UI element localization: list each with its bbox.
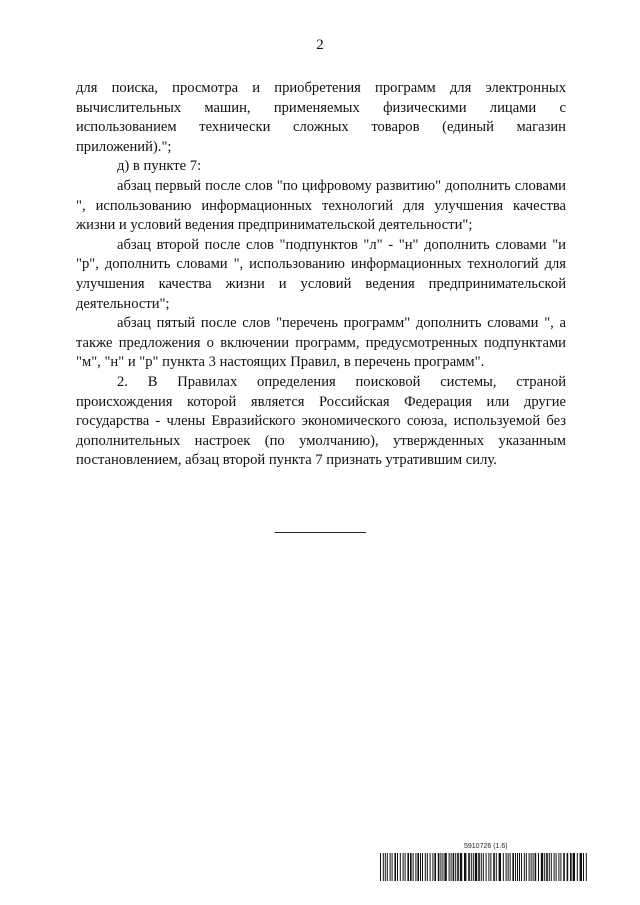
paragraph-1: для поиска, просмотра и приобретения программ для электронных вычислительных машин, применяемых физическими лицами с использованием технически сложных товаров (единый магазин приложений)."; bbox=[76, 80, 566, 155]
paragraph-3: абзац первый после слов "по цифровому развитию" дополнить словами ", использованию информационных технологий для улучшения качества жизни и условий ведения предпринимательской деятельности"; bbox=[76, 177, 566, 234]
barcode-code: 5910726 (1.6) bbox=[464, 843, 508, 850]
page-number: 2 bbox=[316, 37, 324, 53]
paragraph-2: д) в пункте 7: bbox=[117, 158, 202, 175]
paragraph-6: 2. В Правилах определения поисковой системы, страной происхождения которой является Российская Федерация или другие государства - члены Евразийского экономического союза, используемой без дополнительных настроек (по умолчанию), утвержденных указанным постановлением, абзац второй пункта 7 признать утратившим силу. bbox=[76, 373, 566, 469]
barcode-block bbox=[380, 843, 590, 883]
document-body bbox=[76, 79, 566, 471]
barcode-image bbox=[380, 853, 590, 881]
end-divider bbox=[275, 532, 366, 533]
paragraph-5: абзац пятый после слов "перечень программ" дополнить словами ", а также предложения о включении программ, предусмотренных подпунктами "м", "н" и "р" пункта 3 настоящих Правил, в перечень программ". bbox=[76, 315, 566, 371]
paragraph-4: абзац второй после слов "подпунктов "л" - "н" дополнить словами "и "р", дополнить словами ", использованию информационных технологий для улучшения качества жизни и условий ведения предпринимательской деятельности"; bbox=[76, 236, 566, 312]
